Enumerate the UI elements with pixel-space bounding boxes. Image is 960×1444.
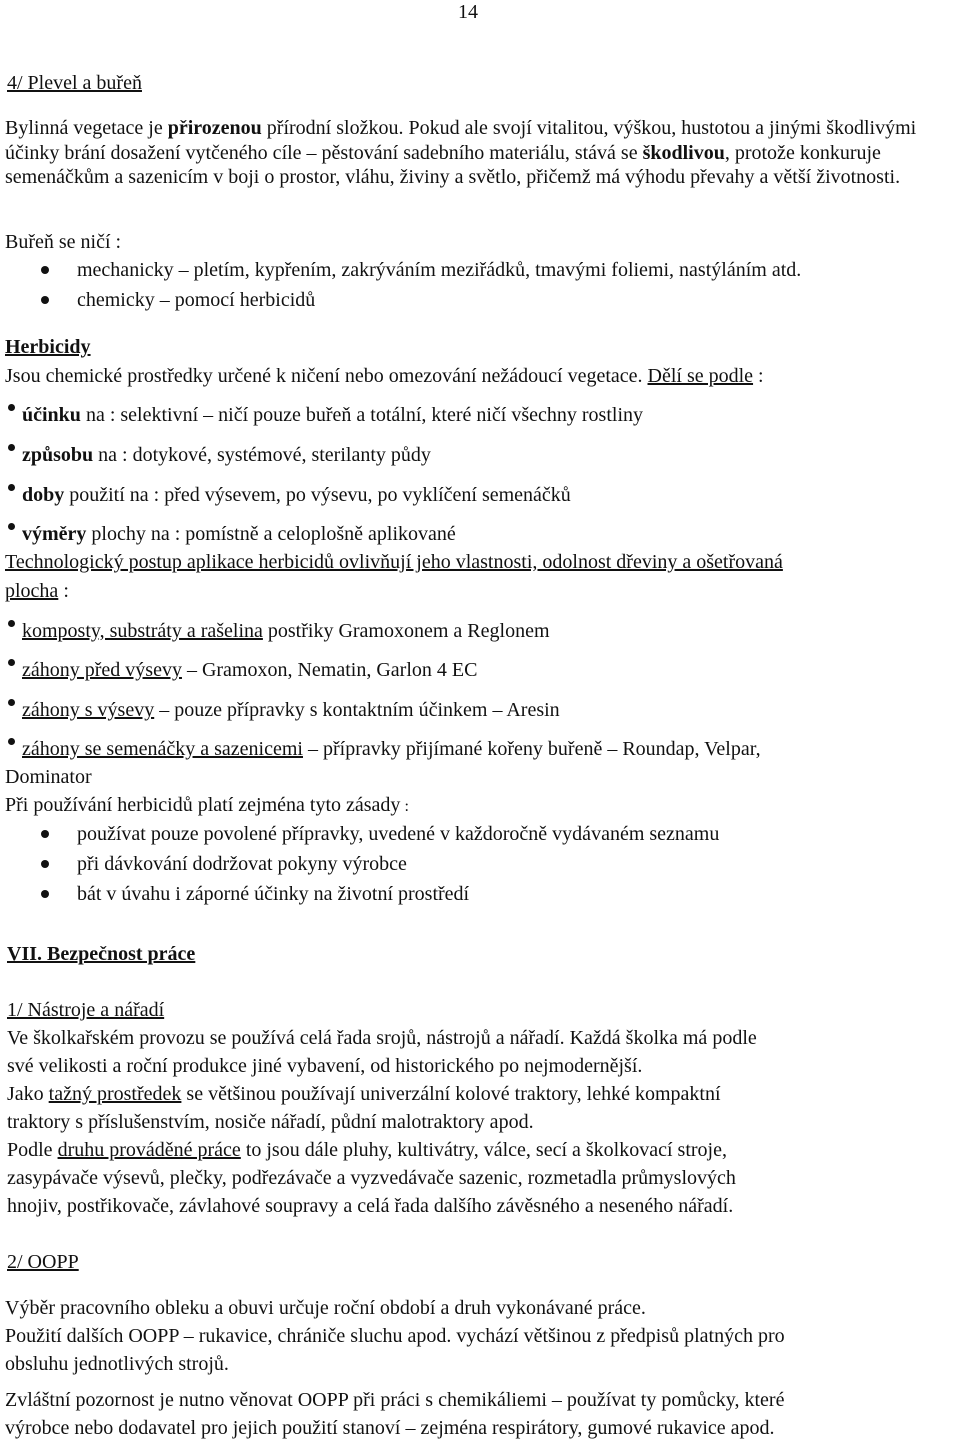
tech-procedure-line-1: Technologický postup aplikace herbicidů ovlivňují jeho vlastnosti, odolnost dřeviny a ošetřovaná <box>5 551 783 573</box>
criterion-timing: doby použití na : před výsevem, po výsevu, po vyklíčení semenáčků <box>22 484 571 506</box>
tech-item-compost: komposty, substráty a rašelina postřiky Gramoxonem a Reglonem <box>22 620 550 642</box>
oopp-p3-line1: Zvláštní pozornost je nutno věnovat OOPP při práci s chemikáliemi – používat ty pomůcky, které <box>5 1389 785 1411</box>
bullet-icon <box>41 296 49 304</box>
bullet-icon <box>8 659 15 666</box>
rule-item-approved: používat pouze povolené přípravky, uvedené v každoročně vydávaném seznamu <box>77 823 720 845</box>
criterion-area: výměry plochy na : pomístně a celoplošně aplikované <box>22 523 456 545</box>
bullet-icon <box>8 738 15 745</box>
intro-bold-harmful: škodlivou <box>642 141 725 164</box>
section-heading-weeds: 4/ Plevel a buřeň <box>7 72 142 94</box>
tech-item-with-sowing: záhony s výsevy – pouze přípravky s kontaktním účinkem – Aresin <box>22 699 560 721</box>
tools-p3-line2: zasypávače výsevů, plečky, podřezávače a vyzvedávače sazenic, rozmetadla průmyslových <box>7 1167 736 1189</box>
criterion-effect: účinku na : selektivní – ničí pouze buřeň a totální, které ničí všechny rostliny <box>22 404 644 426</box>
tech-item-before-sowing: záhony před výsevy – Gramoxon, Nematin, Garlon 4 EC <box>22 659 478 681</box>
bullet-icon <box>41 830 49 838</box>
herbicides-heading: Herbicidy <box>5 336 91 358</box>
intro-text-2: přírodní složkou. Pokud ale svojí vitalitou, výškou, hustotou a jinými škodlivými účinky brání dosažení vytčeného cíle – pěstování sadebního materiálu, stává se <box>5 117 917 164</box>
tech-item-continuation: Dominator <box>5 766 92 788</box>
intro-text-3: , protože konkuruje semenáčkům a sazenicím v boji o prostor, vláhu, živiny a světlo, přičemž má výhodu převahy a větší životnosti. <box>5 141 901 188</box>
safety-heading: VII. Bezpečnost práce <box>7 943 196 965</box>
bullet-icon <box>8 523 15 530</box>
tools-p2-line1: Jako tažný prostředek se většinou používají univerzální kolové traktory, lehké kompaktní <box>7 1083 721 1105</box>
bullet-icon <box>8 404 15 411</box>
oopp-p2-line1: Použití dalších OOPP – rukavice, chrániče sluchu apod. vychází většinou z předpisů platných pro <box>5 1325 785 1347</box>
oopp-heading: 2/ OOPP <box>7 1251 79 1273</box>
intro-bold-natural: přirozenou <box>167 117 262 139</box>
divide-label: Dělí se podle <box>647 365 754 387</box>
destroy-item-chemical: chemicky – pomocí herbicidů <box>77 289 316 311</box>
bullet-icon <box>8 484 15 491</box>
bullet-icon <box>8 444 15 451</box>
page-number: 14 <box>458 1 478 23</box>
tools-p1-line1: Ve školkařském provozu se používá celá řada srojů, nástrojů a nářadí. Každá školka má podle <box>7 1027 757 1049</box>
rules-label: Při používání herbicidů platí zejména tyto zásady : <box>5 794 409 816</box>
destroy-item-mechanical: mechanicky – pletím, kypřením, zakrýváním meziřádků, tmavými foliemi, nastýláním atd. <box>77 259 802 281</box>
bullet-icon <box>41 890 49 898</box>
oopp-p3-line2: výrobce nebo dodavatel pro jejich použití stanoví – zejména respirátory, gumové rukavice apod. <box>5 1417 775 1439</box>
tools-p1-line2: své velikosti a roční produkce jiné vybavení, od historického po nejmodernější. <box>7 1055 643 1077</box>
rule-item-dosage: při dávkování dodržovat pokyny výrobce <box>77 853 407 875</box>
intro-text-1: Bylinná vegetace je <box>5 117 168 139</box>
tech-procedure-line-2: plocha : <box>5 580 69 602</box>
tools-p3-line3: hnojiv, postřikovače, závlahové soupravy a celá řada dalšího závěsného a neseného nářadí. <box>7 1195 734 1217</box>
herbicides-def-text: Jsou chemické prostředky určené k ničení nebo omezování nežádoucí vegetace. <box>5 365 643 387</box>
oopp-p2-line2: obsluhu jednotlivých strojů. <box>5 1353 229 1375</box>
oopp-p1: Výběr pracovního obleku a obuvi určuje roční období a druh vykonávané práce. <box>5 1297 646 1319</box>
rule-item-environment: bát v úvahu i záporné účinky na životní prostředí <box>77 883 470 905</box>
intro-paragraph <box>5 116 955 190</box>
bullet-icon <box>41 860 49 868</box>
herbicides-definition <box>5 364 764 388</box>
tools-heading: 1/ Nástroje a nářadí <box>7 999 165 1021</box>
tech-item-seedlings: záhony se semenáčky a sazenicemi – přípravky přijímané kořeny buřeně – Roundap, Velpar, <box>22 738 761 760</box>
divide-colon: : <box>753 365 764 387</box>
destroy-label: Buřeň se ničí : <box>5 231 122 253</box>
bullet-icon <box>8 620 15 627</box>
criterion-method: způsobu na : dotykové, systémové, sterilanty půdy <box>22 444 431 466</box>
bullet-icon <box>8 699 15 706</box>
tools-p3-line1: Podle druhu prováděné práce to jsou dále pluhy, kultivátry, válce, secí a školkovací stroje, <box>7 1139 727 1161</box>
bullet-icon <box>41 266 49 274</box>
tools-p2-line2: traktory s příslušenstvím, nosiče nářadí, půdní malotraktory apod. <box>7 1111 534 1133</box>
